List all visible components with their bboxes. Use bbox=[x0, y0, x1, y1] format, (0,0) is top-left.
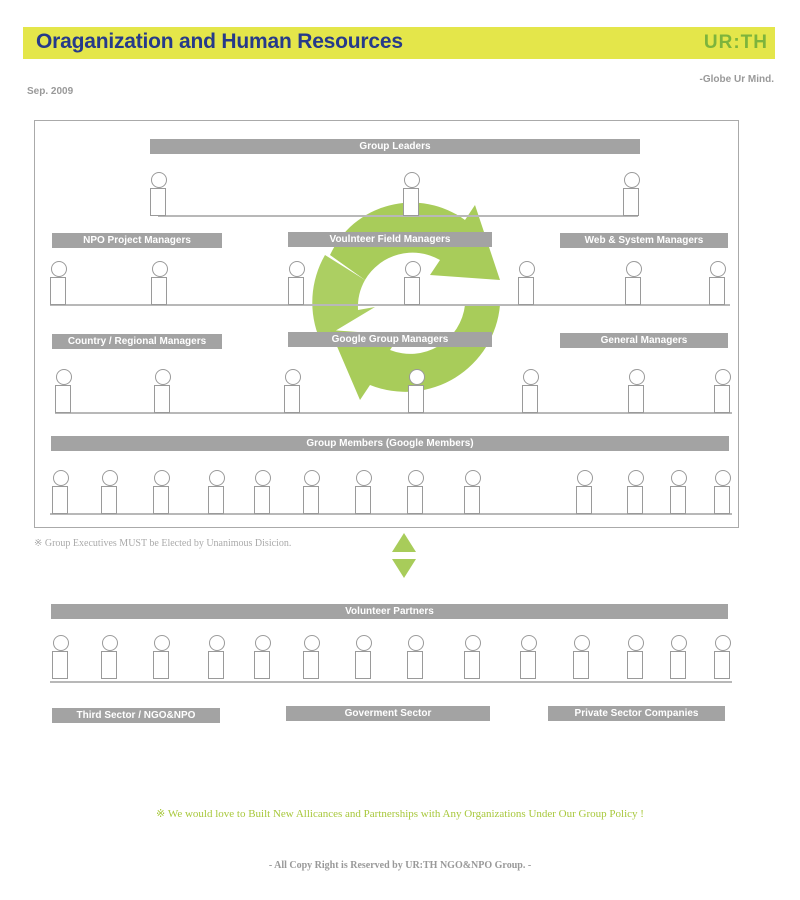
person-icon bbox=[670, 470, 688, 514]
person-icon bbox=[404, 261, 422, 305]
partners-line bbox=[50, 681, 732, 683]
alliances-note: ※ We would love to Built New Allicances and Partnerships with Any Organizations Under Our Group Policy ! bbox=[156, 808, 644, 820]
person-icon bbox=[520, 635, 538, 679]
person-icon bbox=[153, 470, 171, 514]
web-system-managers-label: Web & System Managers bbox=[560, 233, 728, 248]
person-icon bbox=[101, 635, 119, 679]
person-icon bbox=[52, 470, 70, 514]
person-icon bbox=[284, 369, 302, 413]
person-icon bbox=[522, 369, 540, 413]
executives-note: ※ Group Executives MUST be Elected by Unanimous Disicion. bbox=[34, 538, 292, 549]
person-icon bbox=[355, 470, 373, 514]
person-icon bbox=[709, 261, 727, 305]
date-label: Sep. 2009 bbox=[27, 86, 74, 97]
person-icon bbox=[670, 635, 688, 679]
brand-logo: UR:TH bbox=[703, 32, 768, 53]
third-sector-label: Third Sector / NGO&NPO bbox=[52, 708, 220, 723]
person-icon bbox=[408, 369, 426, 413]
person-icon bbox=[464, 470, 482, 514]
person-icon bbox=[464, 635, 482, 679]
person-icon bbox=[303, 470, 321, 514]
volunteer-partners-label: Volunteer Partners bbox=[51, 604, 728, 619]
person-icon bbox=[714, 470, 732, 514]
person-icon bbox=[153, 635, 171, 679]
private-sector-label: Private Sector Companies bbox=[548, 706, 725, 721]
tagline: -Globe Ur Mind. bbox=[699, 74, 774, 85]
country-regional-managers-label: Country / Regional Managers bbox=[52, 334, 222, 349]
person-icon bbox=[627, 635, 645, 679]
copyright-note: - All Copy Right is Reserved by UR:TH NGO&NPO Group. - bbox=[268, 860, 532, 871]
person-icon bbox=[628, 369, 646, 413]
person-icon bbox=[403, 172, 421, 216]
group-members-label: Group Members (Google Members) bbox=[51, 436, 729, 451]
group-leaders-label: Group Leaders bbox=[150, 139, 640, 154]
person-icon bbox=[576, 470, 594, 514]
person-icon bbox=[518, 261, 536, 305]
person-icon bbox=[623, 172, 641, 216]
person-icon bbox=[407, 635, 425, 679]
person-icon bbox=[627, 470, 645, 514]
person-icon bbox=[625, 261, 643, 305]
person-icon bbox=[254, 470, 272, 514]
person-icon bbox=[151, 261, 169, 305]
group-leaders-line bbox=[158, 215, 638, 217]
person-icon bbox=[52, 635, 70, 679]
person-icon bbox=[154, 369, 172, 413]
npo-project-managers-label: NPO Project Managers bbox=[52, 233, 222, 248]
person-icon bbox=[208, 470, 226, 514]
person-icon bbox=[714, 635, 732, 679]
person-icon bbox=[407, 470, 425, 514]
person-icon bbox=[355, 635, 373, 679]
person-icon bbox=[50, 261, 68, 305]
government-sector-label: Goverment Sector bbox=[286, 706, 490, 721]
volunteer-field-managers-label: Voulnteer Field Managers bbox=[288, 232, 492, 247]
person-icon bbox=[303, 635, 321, 679]
up-down-triangle-icon bbox=[390, 532, 418, 580]
person-icon bbox=[150, 172, 168, 216]
person-icon bbox=[573, 635, 591, 679]
person-icon bbox=[208, 635, 226, 679]
page-title: Oraganization and Human Resources bbox=[36, 30, 403, 53]
person-icon bbox=[101, 470, 119, 514]
google-group-managers-label: Google Group Managers bbox=[288, 332, 492, 347]
general-managers-label: General Managers bbox=[560, 333, 728, 348]
person-icon bbox=[254, 635, 272, 679]
person-icon bbox=[55, 369, 73, 413]
person-icon bbox=[714, 369, 732, 413]
person-icon bbox=[288, 261, 306, 305]
